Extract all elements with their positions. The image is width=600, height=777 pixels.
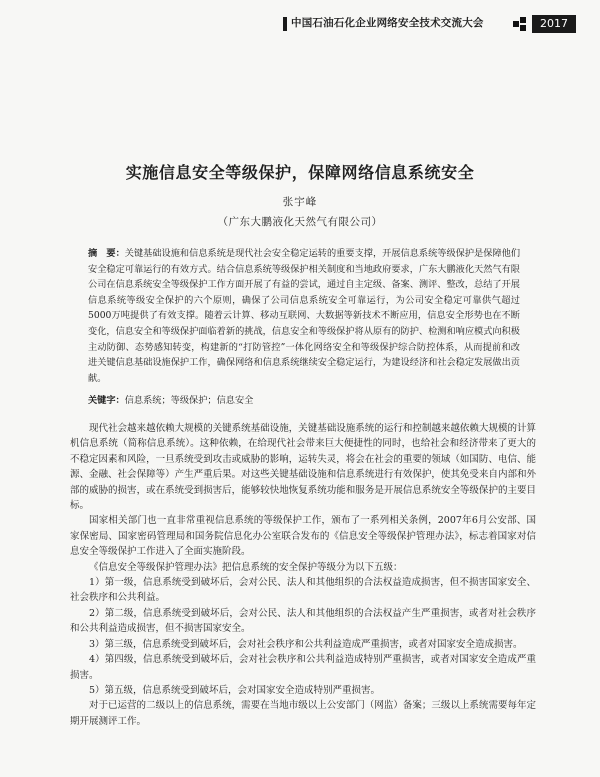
abstract-label: 摘 要： — [88, 248, 125, 259]
header-bar-mark — [283, 17, 287, 31]
keywords — [88, 394, 520, 408]
page-header — [0, 0, 600, 34]
keywords-label: 关键字： — [88, 395, 125, 406]
article-body — [70, 421, 536, 729]
author-affiliation: （广东大鹏液化天然气有限公司） — [217, 216, 383, 228]
body-paragraph-final: 对于已运营的二级以上的信息系统，需要在当地市级以上公安部门（网监）备案；三级以上系统需要每年定期开展测评工作。 — [70, 700, 536, 727]
level-4-item: 4）第四级，信息系统受到破坏后，会对社会秩序和公共利益造成特别严重损害，或者对国家安全造成严重损害。 — [70, 654, 536, 681]
abstract — [88, 246, 520, 386]
body-paragraph-3: 《信息安全等级保护管理办法》把信息系统的安全保护等级分为以下五级： — [89, 561, 403, 573]
article-title: 实施信息安全等级保护，保障网络信息系统安全 — [125, 163, 475, 182]
body-paragraph-2: 国家相关部门也一直非常重视信息系统的等级保护工作，颁布了一系列相关条例，2007年6月公安部、国家保密局、国家密码管理局和国务院信息化办公室联合发布的《信息安全等级保护管理办法》，标志着国家对信息安全等级保护工作进入了全面实施阶段。 — [70, 515, 536, 558]
level-1-item: 1）第一级，信息系统受到破坏后，会对公民、法人和其他组织的合法权益造成损害，但不损害国家安全、社会秩序和公共利益。 — [70, 577, 536, 604]
journal-title: 中国石油石化企业网络安全技术交流大会 — [291, 17, 484, 29]
level-2-item: 2）第二级，信息系统受到破坏后，会对公民、法人和其他组织的合法权益产生严重损害，或者对社会秩序和公共利益造成损害，但不损害国家安全。 — [70, 607, 536, 635]
body-paragraph-1: 现代社会越来越依赖大规模的关键系统基础设施，关键基础设施系统的运行和控制越来越依赖大规模的计算机信息系统（简称信息系统）。这种依赖，在给现代社会带来巨大便捷性的同时，也给社会和经济带来了更大的不稳定因素和风险，一旦系统受到攻击或威胁的影响，运转失灵，将会在社会的重要的领域（如国防、电信、能源、金融、社会保障等）产生严重后果。对这些关键基础设施和信息系统进行有效保护，使其免受来自内部和外部的威胁的损害，或在系统受到损害后，能够较快地恢复系统功能和服务是开展信息系统安全等级保护的主要目标。 — [70, 423, 536, 512]
keywords-text: 信息系统；等级保护；信息安全 — [124, 395, 254, 406]
header-squares-icon — [513, 17, 527, 31]
year-badge: 2017 — [532, 15, 576, 33]
level-5-item: 5）第五级，信息系统受到破坏后，会对国家安全造成特别严重损害。 — [89, 684, 381, 696]
level-3-item: 3）第三级，信息系统受到破坏后，会对社会秩序和公共利益造成严重损害，或者对国家安全造成损害。 — [89, 638, 523, 650]
abstract-text: 关键基础设施和信息系统是现代社会安全稳定运转的重要支撑，开展信息系统等级保护是保障他们安全稳定可靠运行的有效方式。结合信息系统等级保护相关制度和当地政府要求，广东大鹏液化天然气有限公司在信息系统安全等级保护工作方面开展了有益的尝试，通过自主定级、备案、测评、整改，总结了开展信息系统等级安全保护的六个原则，确保了公司信息系统安全可靠运行，为公司安全稳定可靠供气超过5000万吨提供了有效支撑。随着云计算、移动互联网、大数据等新技术不断应用，信息安全形势也在不断变化，信息安全和等级保护面临着新的挑战，信息安全和等级保护将从原有的防护、检测和响应模式向积极主动防御、态势感知转变，构建新的“打防管控”一体化网络安全和等级保护综合防控体系，从而提前和改进关键信息基础设施保护工作，确保网络和信息系统继续安全稳定运行，为建设经济和社会稳定发展做出贡献。 — [88, 248, 521, 384]
author-name: 张宇峰 — [282, 196, 318, 208]
